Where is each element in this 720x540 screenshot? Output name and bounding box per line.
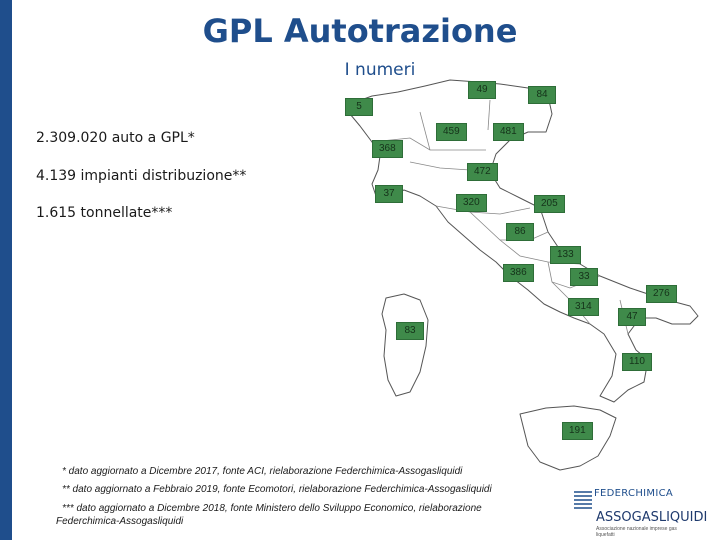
- region-label-umbria: 86: [506, 223, 534, 241]
- federchimica-logo: [570, 488, 708, 538]
- logo-tagline: Associazione nazionale imprese gas liquefatti: [596, 526, 677, 538]
- logo-federchimica: FEDERCHIMICA: [594, 488, 673, 499]
- page-title: GPL Autotrazione: [202, 12, 518, 50]
- footnote-2: ** dato aggiornato a Febbraio 2019, fonte Ecomotori, rielaborazione Federchimica-Assogasliquidi: [62, 484, 492, 495]
- sardinia-shape: [382, 294, 428, 396]
- region-label-veneto: 481: [493, 123, 524, 141]
- region-label-sicilia: 191: [562, 422, 593, 440]
- region-label-sardegna: 83: [396, 322, 424, 340]
- region-label-toscana: 320: [456, 194, 487, 212]
- region-label-puglia: 276: [646, 285, 677, 303]
- logo-mark-icon: [572, 488, 594, 510]
- region-label-friuli: 84: [528, 86, 556, 104]
- stat-tonnes: 1.615 tonnellate***: [36, 205, 173, 221]
- region-label-abruzzo: 133: [550, 246, 581, 264]
- region-label-liguria: 37: [375, 185, 403, 203]
- logo-assogasliquidi: ASSOGASLIQUIDI: [596, 510, 708, 525]
- region-label-emilia-romagna: 472: [467, 163, 498, 181]
- region-label-campania: 314: [568, 298, 599, 316]
- region-label-trentino: 49: [468, 81, 496, 99]
- region-label-molise: 33: [570, 268, 598, 286]
- region-label-lazio: 386: [503, 264, 534, 282]
- page-subtitle: I numeri: [344, 60, 416, 80]
- footnote-3b: Federchimica-Assogasliquidi: [56, 516, 184, 527]
- region-label-piemonte: 368: [372, 140, 403, 158]
- footnote-3a: *** dato aggiornato a Dicembre 2018, fonte Ministero dello Sviluppo Economico, rielaborazione: [62, 503, 482, 514]
- stat-stations: 4.139 impianti distribuzione**: [36, 168, 247, 184]
- stat-cars: 2.309.020 auto a GPL*: [36, 130, 195, 146]
- region-label-lombardia: 459: [436, 123, 467, 141]
- footnote-1: * dato aggiornato a Dicembre 2017, fonte ACI, rielaborazione Federchimica-Assogasliquidi: [62, 466, 463, 477]
- region-label-valle-daosta: 5: [345, 98, 373, 116]
- region-label-marche: 205: [534, 195, 565, 213]
- region-label-calabria: 110: [622, 353, 652, 371]
- region-label-basilicata: 47: [618, 308, 646, 326]
